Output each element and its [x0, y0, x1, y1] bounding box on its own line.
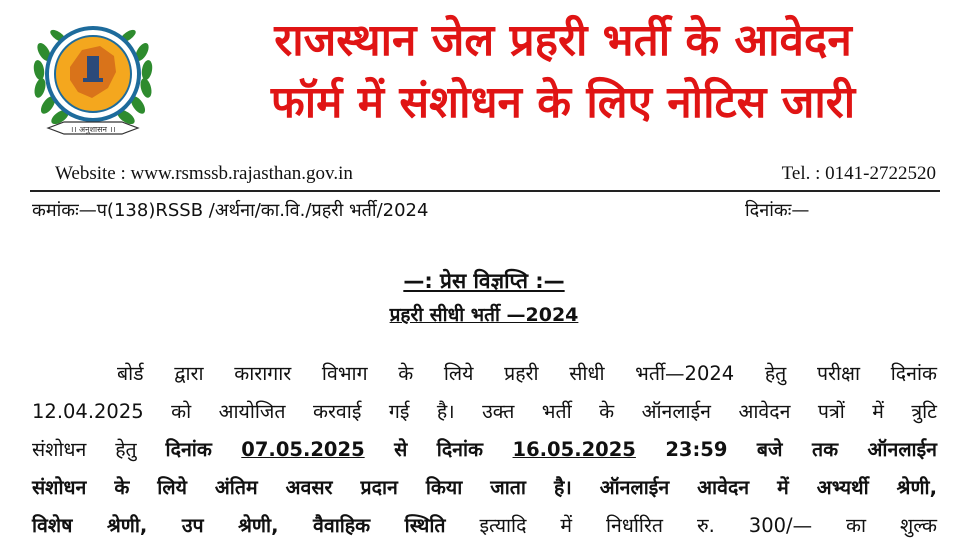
- start-date: 07.05.2025: [241, 438, 365, 461]
- headline: [168, 10, 958, 134]
- body-line-2: 12.04.2025 को आयोजित करवाई गई है। उक्त भर्ती के ऑनलाईन आवेदन पत्रों में त्रुटि: [32, 400, 937, 423]
- body-line-3-part-f: 23:59 बजे तक ऑनलाईन: [635, 438, 937, 461]
- body-line-3: [32, 431, 937, 469]
- body-line-3-part-b: दिनांक: [165, 438, 242, 461]
- website-text: Website : www.rsmssb.rajasthan.gov.in: [55, 163, 353, 184]
- contact-row: [0, 163, 968, 187]
- body-line-1: बोर्ड द्वारा कारागार विभाग के लिये प्रहरी सीधी भर्ती—2024 हेतु परीक्षा दिनांक: [117, 362, 937, 385]
- reference-number: कमांकः—प(138)RSSB /अर्थना/का.वि./प्रहरी भर्ती/2024: [32, 200, 429, 221]
- header-divider: [30, 190, 940, 192]
- press-release-title: —: प्रेस विज्ञप्ति :—: [403, 269, 565, 293]
- telephone-text: Tel. : 0141-2722520: [781, 163, 936, 184]
- recruitment-subtitle: प्रहरी सीधी भर्ती —2024: [389, 304, 579, 326]
- body-line-4: संशोधन के लिये अंतिम अवसर प्रदान किया जाता है। ऑनलाईन आवेदन में अभ्यर्थी श्रेणी,: [32, 476, 937, 499]
- body-line-3-part-d: से दिनांक: [364, 438, 513, 461]
- body-line-5-part-a: विशेष श्रेणी, उप श्रेणी, वैवाहिक स्थिति: [32, 514, 446, 537]
- headline-line-2: फॉर्म में संशोधन के लिए नोटिस जारी: [270, 77, 856, 128]
- date-label: दिनांकः—: [745, 200, 810, 221]
- reference-row: [0, 198, 968, 224]
- end-date: 16.05.2025: [512, 438, 636, 461]
- notice-body: [32, 355, 937, 545]
- body-line-3-part-a: संशोधन हेतु: [32, 438, 166, 461]
- rsmssb-emblem-icon: [30, 12, 156, 142]
- svg-text:।। अनुशासन ।।: ।। अनुशासन ।।: [70, 125, 116, 134]
- body-line-5-part-b: इत्यादि में निर्धारित रु. 300/— का शुल्क: [445, 514, 937, 537]
- headline-line-1: राजस्थान जेल प्रहरी भर्ती के आवेदन: [274, 15, 852, 66]
- body-line-5: [32, 507, 937, 545]
